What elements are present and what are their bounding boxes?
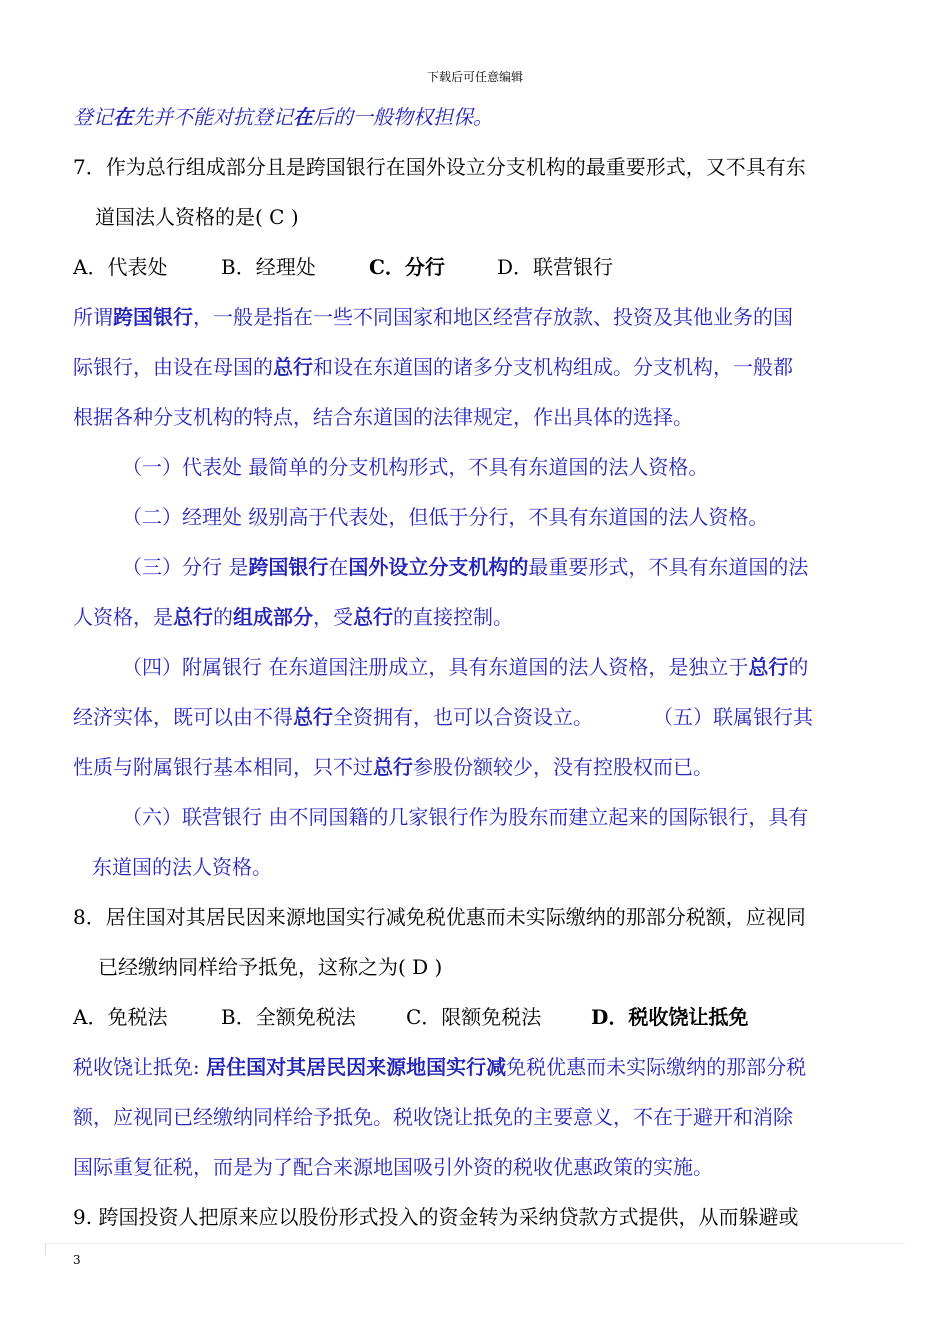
question-8-options: [73, 1003, 748, 1031]
option-b: B．经理处: [221, 255, 316, 279]
explanation-7-item-2: （二）经理处 级别高于代表处，但低于分行，不具有东道国的法人资格。: [122, 505, 769, 529]
option-d-answer: D．税收饶让抵免: [591, 1005, 749, 1029]
explanation-7-item-5-cont: 性质与附属银行基本相同，只不过总行参股份额较少，没有控股权而已。: [73, 755, 713, 779]
option-a: A．代表处: [73, 255, 168, 279]
question-7-options: [73, 253, 613, 281]
footer-rule: [45, 1243, 905, 1244]
explanation-7-item-6-cont: 东道国的法人资格。: [92, 855, 272, 879]
question-7-line-2: 道国法人资格的是( C ): [95, 205, 299, 229]
explanation-7-item-3-cont: 人资格，是总行的组成部分，受总行的直接控制。: [73, 605, 513, 629]
option-a: A．免税法: [73, 1005, 168, 1029]
explanation-7-line-2: 际银行，由设在母国的总行和设在东道国的诸多分支机构组成。分支机构，一般都: [73, 355, 793, 379]
option-b: B．全额免税法: [221, 1005, 356, 1029]
option-c: C．限额免税法: [406, 1005, 542, 1029]
continuation-line: 登记在先并不能对抗登记在后的一般物权担保。: [73, 105, 493, 129]
explanation-7-item-1: （一）代表处 最简单的分支机构形式，不具有东道国的法人资格。: [122, 455, 709, 479]
explanation-8-line-2: 额，应视同已经缴纳同样给予抵免。税收饶让抵免的主要意义，不在于避开和消除: [73, 1105, 793, 1129]
question-8-line-2: 已经缴纳同样给予抵免，这称之为( D ): [98, 955, 443, 979]
explanation-7-item-3: （三）分行 是跨国银行在国外设立分支机构的最重要形式，不具有东道国的法: [122, 555, 809, 579]
explanation-8-line-1: 税收饶让抵免: 居住国对其居民因来源地国实行减免税优惠而未实际缴纳的那部分税: [73, 1055, 807, 1079]
explanation-7-item-4: （四）附属银行 在东道国注册成立，具有东道国的法人资格，是独立于总行的: [122, 655, 809, 679]
page-header: 下载后可任意编辑: [426, 70, 523, 84]
option-d: D．联营银行: [497, 255, 614, 279]
explanation-8-line-3: 国际重复征税，而是为了配合来源地国吸引外资的税收优惠政策的实施。: [73, 1155, 713, 1179]
question-7-line-1: 7．作为总行组成部分且是跨国银行在国外设立分支机构的最重要形式，又不具有东: [73, 155, 806, 179]
explanation-7-item-4-cont: 经济实体，既可以由不得总行全资拥有，也可以合资设立。 （五）联属银行其: [73, 705, 813, 729]
question-8-line-1: 8．居住国对其居民因来源地国实行减免税优惠而未实际缴纳的那部分税额，应视同: [73, 905, 806, 929]
option-c-answer: C．分行: [369, 255, 445, 279]
page-number: 3: [73, 1253, 81, 1267]
explanation-7-line-3: 根据各种分支机构的特点，结合东道国的法律规定，作出具体的选择。: [73, 405, 693, 429]
question-9-line-1: 9. 跨国投资人把原来应以股份形式投入的资金转为采纳贷款方式提供，从而躲避或: [73, 1205, 799, 1229]
footer-corner-mark: [45, 1243, 46, 1255]
explanation-7-line-1: 所谓跨国银行，一般是指在一些不同国家和地区经营存放款、投资及其他业务的国: [73, 305, 793, 329]
explanation-7-item-6: （六）联营银行 由不同国籍的几家银行作为股东而建立起来的国际银行，具有: [122, 805, 809, 829]
